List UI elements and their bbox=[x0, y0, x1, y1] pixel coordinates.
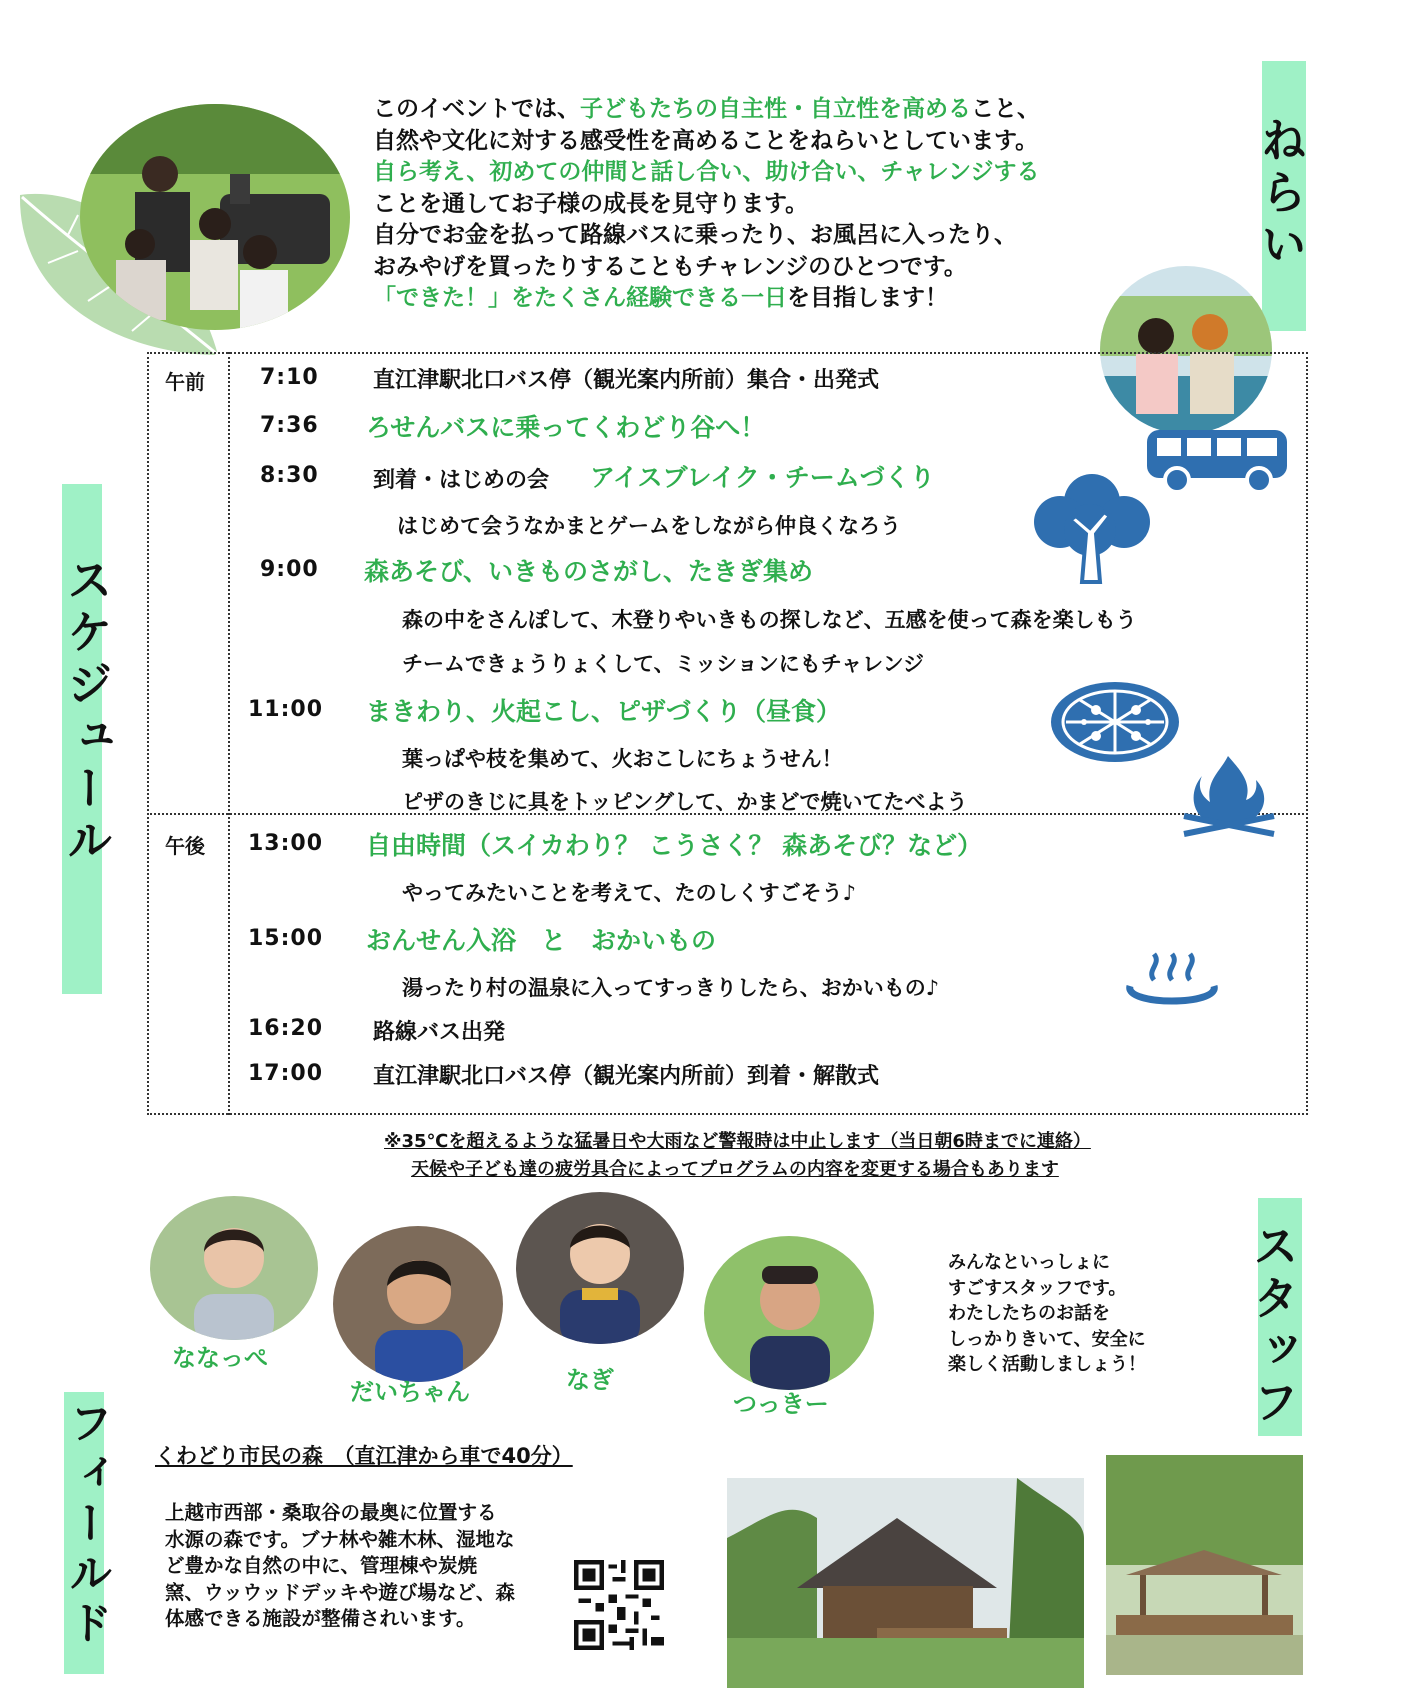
time-1700: 17:00 bbox=[248, 1061, 324, 1086]
staff-name-nagi: なぎ bbox=[566, 1366, 614, 1394]
field-title: くわどり市民の森 （直江津から車で40分） bbox=[155, 1444, 573, 1468]
bus-icon bbox=[1143, 424, 1293, 496]
pm-label: 午後 bbox=[165, 834, 205, 858]
desc-1100-1: 葉っぱや枝を集めて、火おこしにちょうせん！ bbox=[402, 747, 843, 771]
staff-message-line: しっかりきいて、安全に bbox=[948, 1328, 1146, 1350]
intro-line-7b: を目指します！ bbox=[787, 285, 948, 311]
staff-name-daichan: だいちゃん bbox=[350, 1378, 470, 1406]
nerai-heading: ねらい bbox=[1254, 116, 1308, 272]
intro-line-4: ことを通してお子様の成長を見守ります。 bbox=[373, 190, 809, 217]
intro-text bbox=[373, 94, 1040, 315]
event-1700: 直江津駅北口バス停（観光案内所前）到着・解散式 bbox=[373, 1064, 880, 1089]
desc-1500: 湯ったり村の温泉に入ってすっきりしたら、おかいもの♪ bbox=[402, 976, 940, 1000]
event-900: 森あそび、いきものさがし、たきぎ集め bbox=[364, 557, 814, 586]
lodge-photo bbox=[727, 1478, 1084, 1688]
event-710: 直江津駅北口バス停（観光案内所前）集合・出発式 bbox=[373, 368, 880, 393]
schedule-divider-vertical bbox=[228, 352, 230, 1115]
desc-900-1: 森の中をさんぽして、木登りやいきもの探しなど、五感を使って森を楽しもう bbox=[402, 608, 1137, 632]
intro-line-1b: 子どもたちの自主性・自立性を高める bbox=[580, 96, 971, 122]
field-desc-line: ど豊かな自然の中に、管理棟や炭焼 bbox=[165, 1554, 478, 1577]
desc-1300: やってみたいことを考えて、たのしくすごそう♪ bbox=[402, 881, 856, 905]
staff-message-line: みんなといっしょに bbox=[948, 1252, 1110, 1273]
intro-line-1a: このイベントでは、 bbox=[373, 96, 580, 122]
desc-830: はじめて会うなかまとゲームをしながら仲良くなろう bbox=[397, 514, 901, 538]
event-1620: 路線バス出発 bbox=[373, 1020, 506, 1045]
event-736: ろせんバスに乗ってくわどり谷へ！ bbox=[366, 413, 766, 442]
field-desc-line: 上越市西部・桑取谷の最奥に位置する bbox=[165, 1501, 497, 1524]
time-830: 8:30 bbox=[260, 463, 319, 488]
am-label: 午前 bbox=[165, 370, 205, 394]
staff-message-line: すごすスタッフです。 bbox=[948, 1277, 1127, 1299]
staff-photo-daichan bbox=[333, 1226, 503, 1382]
time-736: 7:36 bbox=[260, 413, 319, 438]
deck-photo bbox=[1106, 1455, 1303, 1675]
time-710: 7:10 bbox=[260, 365, 319, 390]
staff-photo-nanappe bbox=[150, 1196, 318, 1340]
staff-message bbox=[948, 1250, 1146, 1378]
qr-code[interactable] bbox=[574, 1560, 664, 1650]
desc-900-2: チームできょうりょくして、ミッションにもチャレンジ bbox=[402, 652, 925, 676]
time-1300: 13:00 bbox=[248, 831, 324, 856]
staff-photo-tsukki bbox=[704, 1236, 874, 1390]
bbq-photo bbox=[80, 104, 350, 330]
tree-icon bbox=[1030, 472, 1152, 584]
field-description bbox=[165, 1500, 515, 1633]
field-desc-line: 窯、ウッウッドデッキや遊び場など、森 bbox=[165, 1580, 515, 1604]
staff-name-nanappe: ななっぺ bbox=[172, 1344, 268, 1372]
intro-line-2: 自然や文化に対する感受性を高めることをねらいとしています。 bbox=[373, 127, 1039, 154]
desc-1100-2: ピザのきじに具をトッピングして、かまどで焼いてたべよう bbox=[402, 790, 968, 814]
staff-name-tsukki: つっきー bbox=[733, 1390, 829, 1418]
time-1100: 11:00 bbox=[248, 697, 324, 722]
event-1500: おんせん入浴 と おかいもの bbox=[366, 926, 717, 955]
time-1620: 16:20 bbox=[248, 1016, 324, 1041]
staff-heading: スタッフ bbox=[1246, 1222, 1300, 1430]
note-program: 天候や子ども達の疲労具合によってプログラムの内容を変更する場合もあります bbox=[411, 1159, 1059, 1180]
intro-line-5: 自分でお金を払って路線バスに乗ったり、お風呂に入ったり、 bbox=[373, 222, 1017, 248]
note-weather: ※35℃を超えるような猛暑日や大雨など警報時は中止します（当日朝6時までに連絡） bbox=[384, 1131, 1091, 1152]
pizza-icon bbox=[1048, 680, 1182, 764]
intro-line-3: 自ら考え、初めての仲間と話し合い、助け合い、チャレンジする bbox=[373, 159, 1040, 185]
event-830: 到着・はじめの会 bbox=[373, 468, 550, 493]
fire-icon bbox=[1176, 752, 1282, 838]
intro-line-6: おみやげを買ったりすることもチャレンジのひとつです。 bbox=[373, 253, 967, 280]
field-desc-line: 体感できる施設が整備されいます。 bbox=[165, 1607, 476, 1630]
event-830-title: アイスブレイク・チームづくり bbox=[590, 463, 935, 492]
staff-message-line: わたしたちのお話を bbox=[948, 1303, 1110, 1324]
field-heading: フィールド bbox=[61, 1400, 112, 1650]
time-900: 9:00 bbox=[260, 557, 319, 582]
event-1300: 自由時間（スイカわり？ こうさく？ 森あそび？など） bbox=[366, 831, 983, 860]
time-1500: 15:00 bbox=[248, 926, 324, 951]
staff-message-line: 楽しく活動しましょう！ bbox=[948, 1354, 1146, 1375]
staff-photo-nagi bbox=[516, 1192, 684, 1344]
schedule-heading: スケジュール bbox=[60, 556, 114, 868]
event-1100: まきわり、火起こし、ピザづくり（昼食） bbox=[366, 697, 842, 726]
intro-line-7a: 「できた！」をたくさん経験できる一日 bbox=[373, 285, 787, 311]
intro-line-1c: こと、 bbox=[971, 96, 1040, 122]
onsen-icon bbox=[1120, 950, 1224, 1014]
field-desc-line: 水源の森です。ブナ林や雑木林、湿地な bbox=[165, 1527, 515, 1551]
